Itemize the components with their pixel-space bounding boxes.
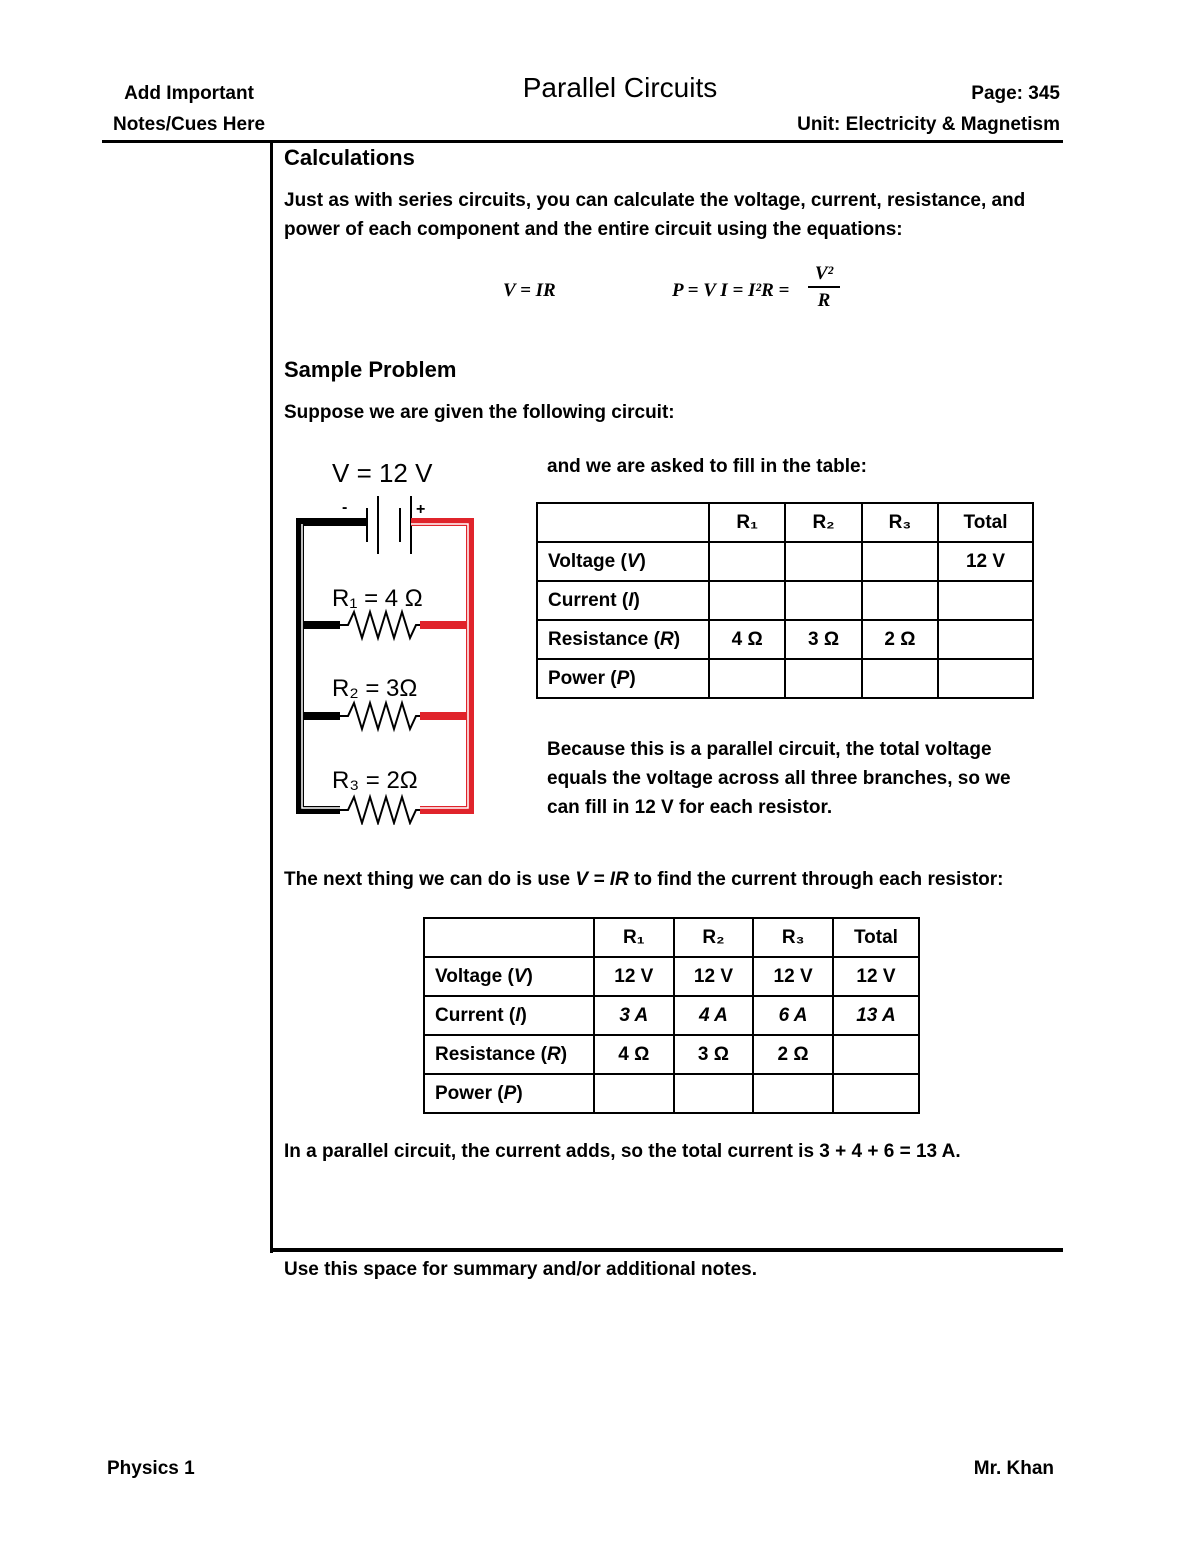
table-row [424,996,919,1035]
table-cell [709,581,785,620]
table-header-cell: R₂ [674,918,754,957]
table-cell: 12 V [674,957,754,996]
circuit-voltage-label: V = 12 V [332,458,433,488]
table-cell: 4 Ω [594,1035,674,1074]
resistor-r1-icon [340,612,420,638]
resistor-r2-icon [340,703,420,729]
table-cell: 13 A [833,996,919,1035]
next-step-equation: V = IR [575,869,629,890]
table-cell [709,542,785,581]
blank-values-table [536,502,1034,699]
cues-line-2: Notes/Cues Here [112,114,266,135]
table-row [424,1035,919,1074]
table-header-cell: R₁ [709,503,785,542]
table-cell [785,542,861,581]
page-title: Parallel Circuits [522,72,718,103]
table-header-cell: Total [938,503,1033,542]
equation-fraction-numerator: V² [808,262,840,288]
footer-teacher: Mr. Khan [973,1458,1054,1479]
battery-minus-label: - [342,499,348,516]
sample-problem-heading: Sample Problem [284,357,457,382]
equation-fraction-denominator: R [817,290,831,311]
table-instruction: and we are asked to fill in the table: [547,456,867,477]
table-cell [938,620,1033,659]
table-cell: 2 Ω [862,620,938,659]
positive-wire-arrows [411,524,468,808]
table-cell: 3 Ω [674,1035,754,1074]
table-cell [938,659,1033,698]
row-label: Current (I) [537,581,709,620]
cues-label [104,78,274,140]
table-row [537,542,1033,581]
table-header-row [537,503,1033,542]
table-header-cell: R₂ [785,503,861,542]
battery-icon [367,496,411,554]
table-header-cell: R₃ [862,503,938,542]
table-header-cell [424,918,594,957]
table-cell [938,581,1033,620]
r3-label: R₃ = 2Ω [332,767,418,794]
row-label: Current (I) [424,996,594,1035]
table-cell [753,1074,833,1113]
row-label: Voltage (V) [537,542,709,581]
r2-label: R₂ = 3Ω [332,675,418,702]
row-label: Power (P) [424,1074,594,1113]
positive-wire [411,522,470,810]
r1-label: R₁ = 4 Ω [332,585,423,612]
calculations-heading: Calculations [284,145,415,170]
table-cell: 4 Ω [709,620,785,659]
header-divider [102,140,1063,143]
table-cell [862,542,938,581]
table-cell: 12 V [938,542,1033,581]
table-header-cell: Total [833,918,919,957]
table-cell [785,581,861,620]
table-cell: 12 V [833,957,919,996]
footer-course: Physics 1 [107,1458,195,1479]
table-cell [785,659,861,698]
conclusion-text: In a parallel circuit, the current adds, so the total current is 3 + 4 + 6 = 13 A. [284,1141,961,1162]
cue-column-divider [270,141,273,1253]
table-row [537,581,1033,620]
table-row [424,1074,919,1113]
equation-power-lhs: P = V I = I²R = [672,280,790,301]
summary-prompt: Use this space for summary and/or additional notes. [284,1259,758,1280]
table-cell [594,1074,674,1113]
battery-plus-label: + [416,501,426,518]
table-row [424,957,919,996]
next-step-text: The next thing we can do is use V = IR to find the current through each resistor: [284,869,1004,890]
table-header-cell [537,503,709,542]
table-cell [709,659,785,698]
table-cell [862,581,938,620]
table-cell: 6 A [753,996,833,1035]
unit-label: Unit: Electricity & Magnetism [797,114,1060,135]
header-right [797,78,1060,140]
table-cell [674,1074,754,1113]
calculations-text: Just as with series circuits, you can calculate the voltage, current, resistance, and power of each component and the entire circuit using the equations: [284,190,1026,240]
table-cell: 3 Ω [785,620,861,659]
table-header-row [424,918,919,957]
parallel-voltage-explanation: Because this is a parallel circuit, the total voltage equals the voltage across all three branches, so we can fill in 12 V for each resistor. [547,739,1011,818]
table-cell: 12 V [594,957,674,996]
table-cell: 3 A [594,996,674,1035]
table-header-cell: R₃ [753,918,833,957]
equation-power [672,280,789,302]
sample-intro: Suppose we are given the following circuit: [284,402,675,423]
negative-wire-arrows [302,524,340,808]
page-number: Page: 345 [971,83,1060,104]
table-cell: 4 A [674,996,754,1035]
equation-power-fraction [808,262,840,314]
equation-ohms-law: V = IR [503,280,556,301]
summary-divider [272,1248,1063,1252]
cues-line-1: Add Important [124,83,254,104]
table-cell [833,1074,919,1113]
table-header-cell: R₁ [594,918,674,957]
table-cell: 12 V [753,957,833,996]
table-row [537,659,1033,698]
table-cell: 2 Ω [753,1035,833,1074]
table-cell [862,659,938,698]
row-label: Power (P) [537,659,709,698]
row-label: Resistance (R) [537,620,709,659]
current-values-table [423,917,920,1114]
row-label: Resistance (R) [424,1035,594,1074]
row-label: Voltage (V) [424,957,594,996]
table-row [537,620,1033,659]
resistor-r3-icon [340,797,420,823]
table-cell [833,1035,919,1074]
parallel-circuit-diagram [290,450,490,825]
